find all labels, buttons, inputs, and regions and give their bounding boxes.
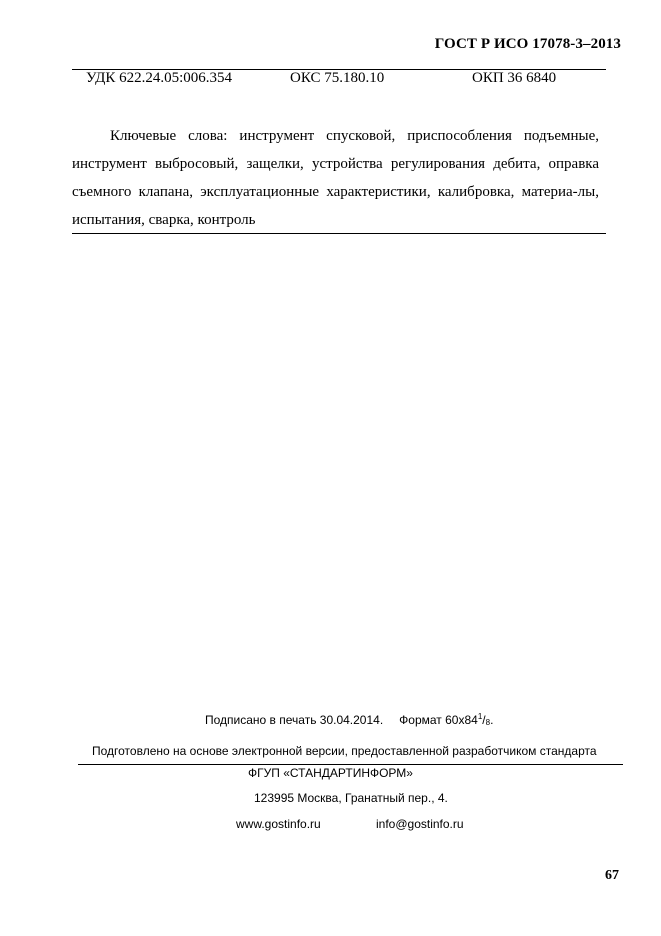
standard-designation: ГОСТ Р ИСО 17078-3–2013	[434, 36, 621, 52]
paper-format-suffix: .	[490, 713, 494, 727]
paper-format-fraction-numerator: 1	[477, 712, 483, 721]
imprint-rule	[78, 764, 623, 765]
publisher-website: www.gostinfo.ru	[236, 817, 321, 831]
signed-for-print-line: Подписано в печать 30.04.2014. Формат $60x84^1/8$.	[205, 712, 494, 727]
publisher-address: 123995 Москва, Гранатный пер., 4.	[254, 791, 448, 805]
udk-code: УДК 622.24.05:006.354	[86, 70, 233, 86]
keywords-bottom-rule	[72, 233, 606, 234]
signed-date: Подписано в печать 30.04.2014.	[205, 713, 384, 727]
prepared-note: Подготовлено на основе электронной версии, предоставленной разработчиком стандарта	[92, 744, 597, 758]
oks-code: ОКС 75.180.10	[290, 70, 385, 86]
page-number: 67	[605, 868, 619, 883]
paper-format-fraction-denominator: 8	[485, 718, 491, 727]
publisher-email: info@gostinfo.ru	[376, 817, 464, 831]
keywords-paragraph: Ключевые слова: инструмент спусковой, приспособления подъемные, инструмент выбросовый, защелки, устройства регулирования дебита, оправка съемного клапана, эксплуатационные характеристики, калибровка, материа-лы, испытания, сварка, контроль	[72, 128, 599, 228]
okp-code: ОКП 36 6840	[472, 70, 557, 86]
paper-format-label: Формат 60x84	[399, 713, 478, 727]
publisher-name: ФГУП «СТАНДАРТИНФОРМ»	[248, 766, 413, 780]
